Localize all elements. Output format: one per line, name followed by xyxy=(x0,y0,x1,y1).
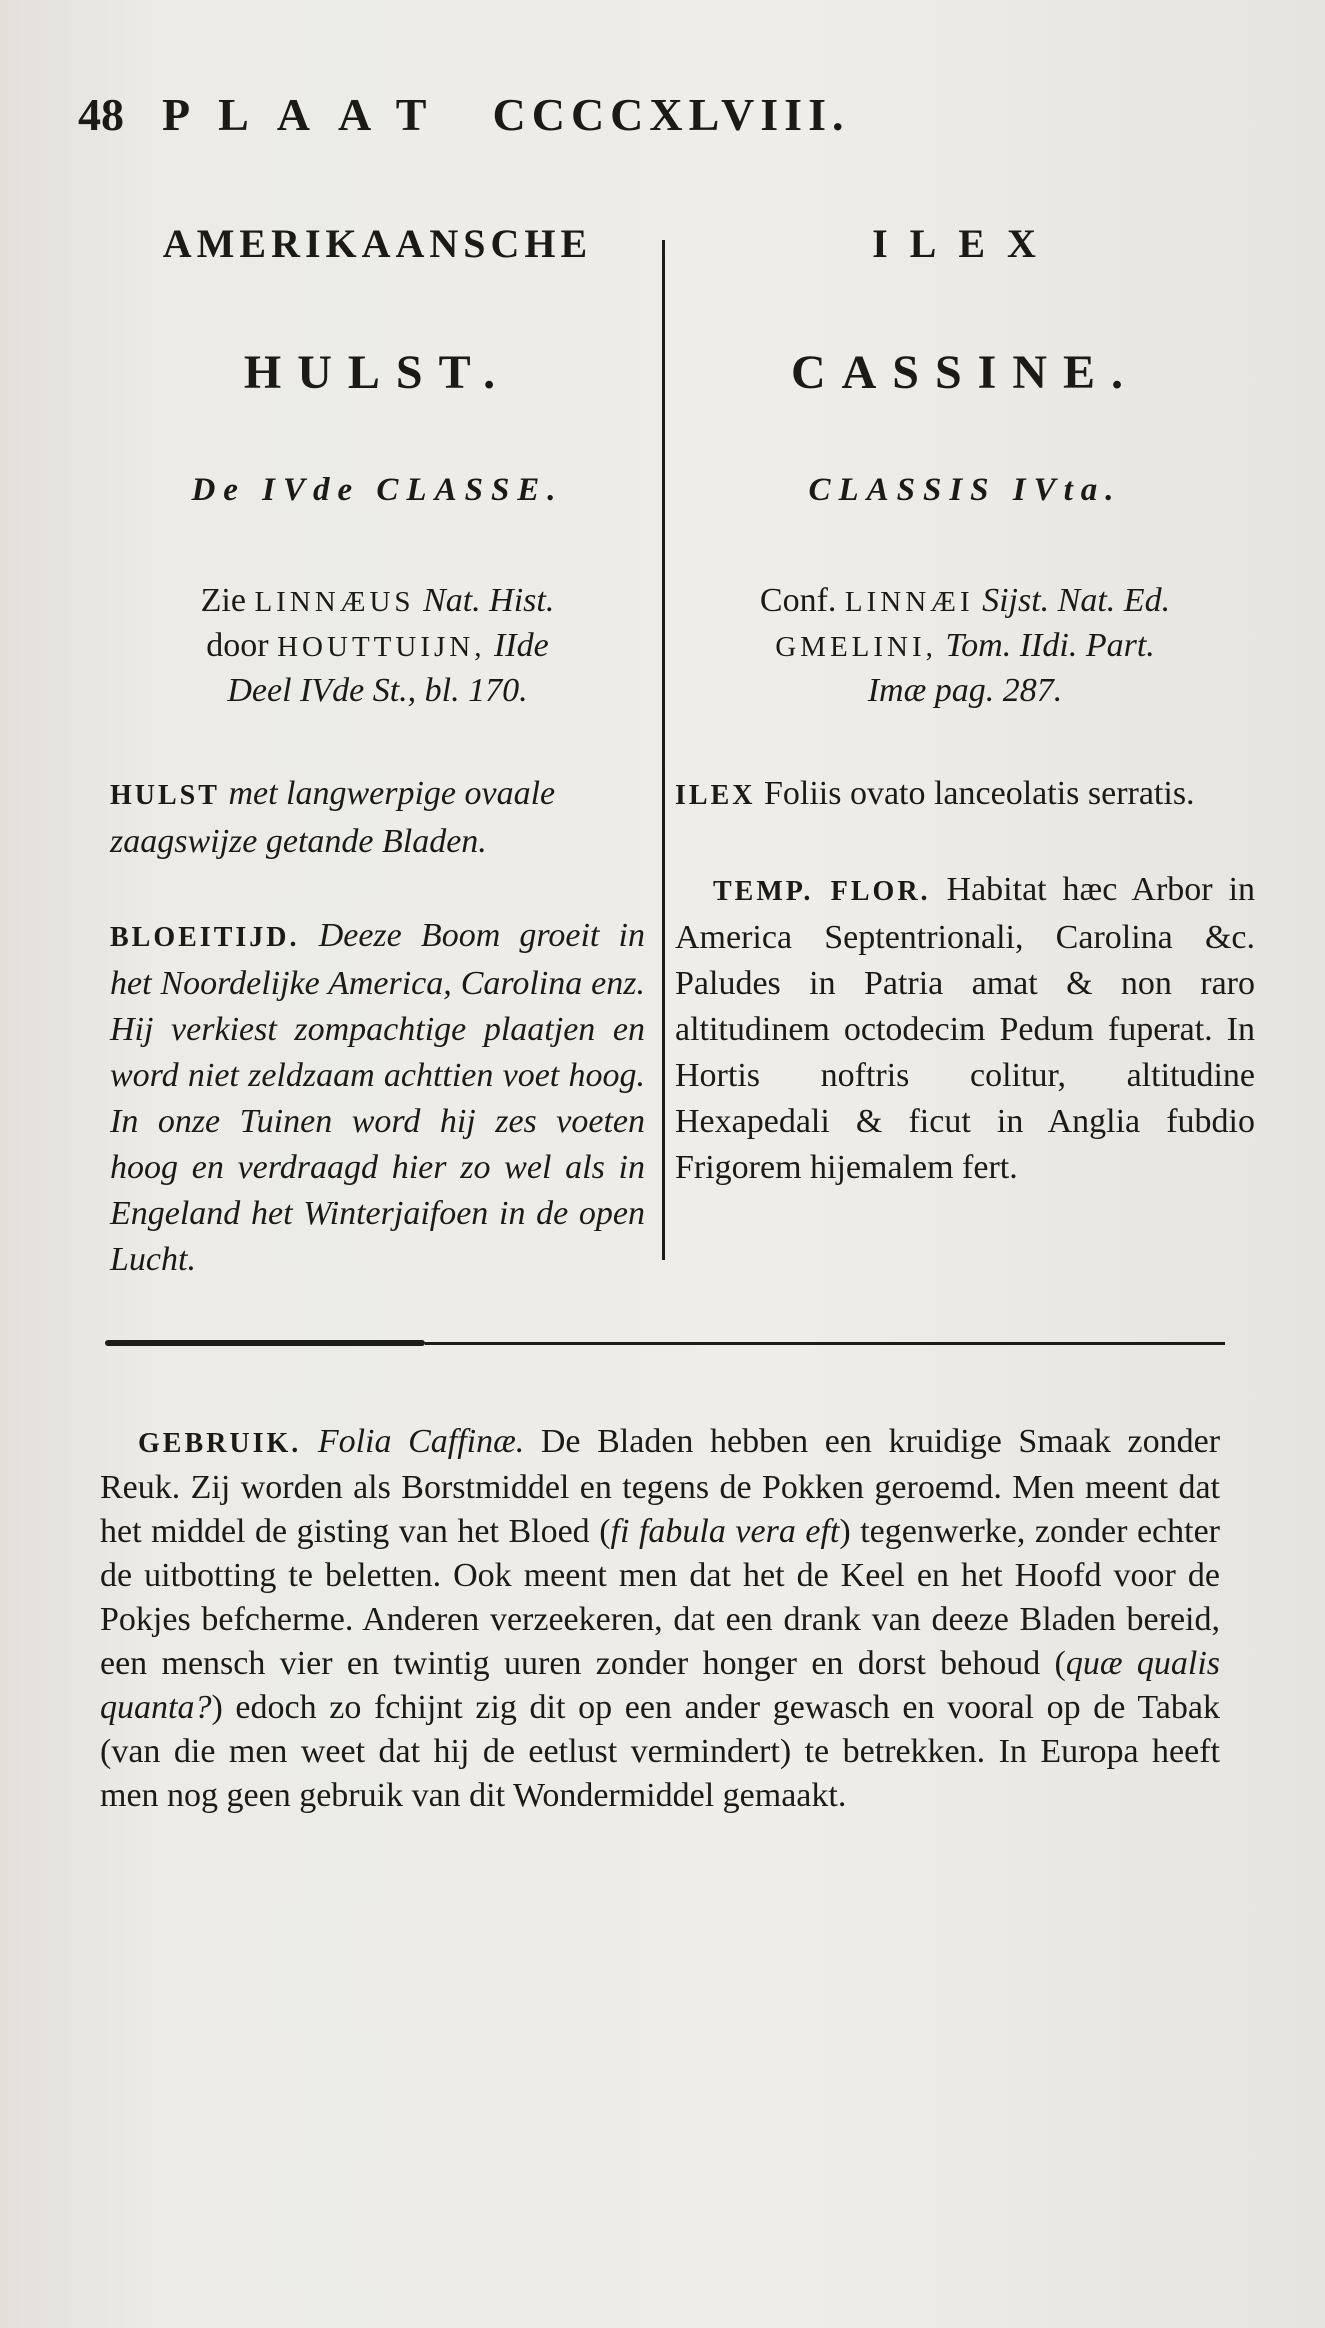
usage-text-1: De Bladen hebben een kruidige Smaak zonder Reuk. Zij worden als Borstmiddel en tegens de Pokken geroemd. Men meent dat het middel de gisting van het Bloed ( xyxy=(100,1423,1221,1550)
latin-name-top: ILEX xyxy=(872,221,1058,266)
ref-linnaei: LINNÆI xyxy=(844,586,974,618)
plate-number: CCCCXLVIII. xyxy=(492,89,850,140)
ref-gmelini: GMELINI, xyxy=(775,631,937,663)
ref-linnaeus: LINNÆUS xyxy=(254,586,415,618)
usage-latin-2: quæ qualis quanta? xyxy=(100,1645,1220,1726)
ref-door: door xyxy=(206,627,269,664)
latin-column xyxy=(675,220,1255,1191)
latin-desc-lead: ILEX xyxy=(675,780,756,811)
desc-text: met langwerpige ovaale zaagswijze getande Bladen. xyxy=(110,775,556,860)
ref-imae: Imæ pag. 287. xyxy=(867,672,1063,709)
usage-folia: Folia Caffinæ. xyxy=(317,1423,525,1460)
page-header xyxy=(78,88,1095,141)
usage-label: GEBRUIK. xyxy=(138,1428,302,1459)
page-number: 48 xyxy=(78,89,124,140)
temp-flor-lead: TEMP. FLOR. xyxy=(713,876,931,907)
ref-sijst: Sijst. Nat. Ed. xyxy=(982,582,1171,619)
ref-deel: Deel IVde St., bl. 170. xyxy=(227,672,528,709)
temp-flor-text: Habitat hæc Arbor in America Septentrionali, Carolina &c. Paludes in Patria amat & non raro altitudinem octodecim Pedum fuperat. In Hortis noftris colitur, altitudine Hexapedali & ficut in Anglia fubdio Frigorem hijemalem fert. xyxy=(675,871,1256,1186)
dutch-name-top: AMERIKAANSCHE xyxy=(162,221,593,266)
latin-reference xyxy=(675,579,1255,713)
latin-temp-flor xyxy=(675,867,1255,1191)
dutch-column xyxy=(110,220,645,1283)
ref-tom: Tom. IIdi. Part. xyxy=(945,627,1155,664)
latin-classis: CLASSIS IVta. xyxy=(808,472,1122,508)
usage-latin-1: fi fabula vera eft xyxy=(610,1513,840,1550)
dutch-bloeitijd xyxy=(110,913,645,1283)
column-divider xyxy=(662,240,665,1260)
usage-paragraph xyxy=(100,1420,1220,1818)
dutch-name-main: HULST. xyxy=(243,346,512,399)
latin-desc-text: Foliis ovato lanceolatis serratis. xyxy=(763,775,1195,812)
ref-houttuijn: HOUTTUIJN, xyxy=(277,631,486,663)
ref-conf: Conf. xyxy=(759,582,837,619)
section-rule xyxy=(105,1340,1225,1350)
rule-thick xyxy=(105,1340,425,1346)
usage-text-2: ) tegenwerke, zonder echter de uitbotting te beletten. Ook meent men dat het de Keel en het Hoofd voor de Pokjes befcherme. Anderen verzeekeren, dat een drank van deeze Bladen bereid, een mensch vier en twintig uuren zonder honger en dorst behoud ( xyxy=(100,1513,1221,1682)
ref-nat-hist: Nat. Hist. xyxy=(423,582,555,619)
bloeitijd-lead: BLOEITIJD. xyxy=(110,922,300,953)
ref-iide: IIde xyxy=(493,627,549,664)
dutch-reference xyxy=(110,579,645,713)
dutch-description xyxy=(110,771,645,865)
bloeitijd-text: Deeze Boom groeit in het Noordelijke America, Carolina enz. Hij verkiest zompachtige plaatjen en word niet zeldzaam achttien voet hoog. In onze Tuinen word hij zes voeten hoog en verdraagd hier zo wel als in Engeland het Winterjaifoen in de open Lucht. xyxy=(110,917,646,1278)
ref-zie: Zie xyxy=(200,582,246,619)
desc-lead: HULST xyxy=(110,780,220,811)
usage-text-3: ) edoch zo fchijnt zig dit op een ander gewasch en vooral op de Tabak (van die men weet dat hij de eetlust vermindert) te betrekken. In Europa heeft men nog geen gebruik van dit Wondermiddel gemaakt. xyxy=(100,1689,1220,1814)
latin-name-main: CASSINE. xyxy=(790,346,1140,399)
latin-description xyxy=(675,771,1255,819)
rule-thin xyxy=(425,1342,1225,1345)
plate-word: PLAAT xyxy=(162,89,455,140)
dutch-classe: De IVde CLASSE. xyxy=(191,472,564,508)
